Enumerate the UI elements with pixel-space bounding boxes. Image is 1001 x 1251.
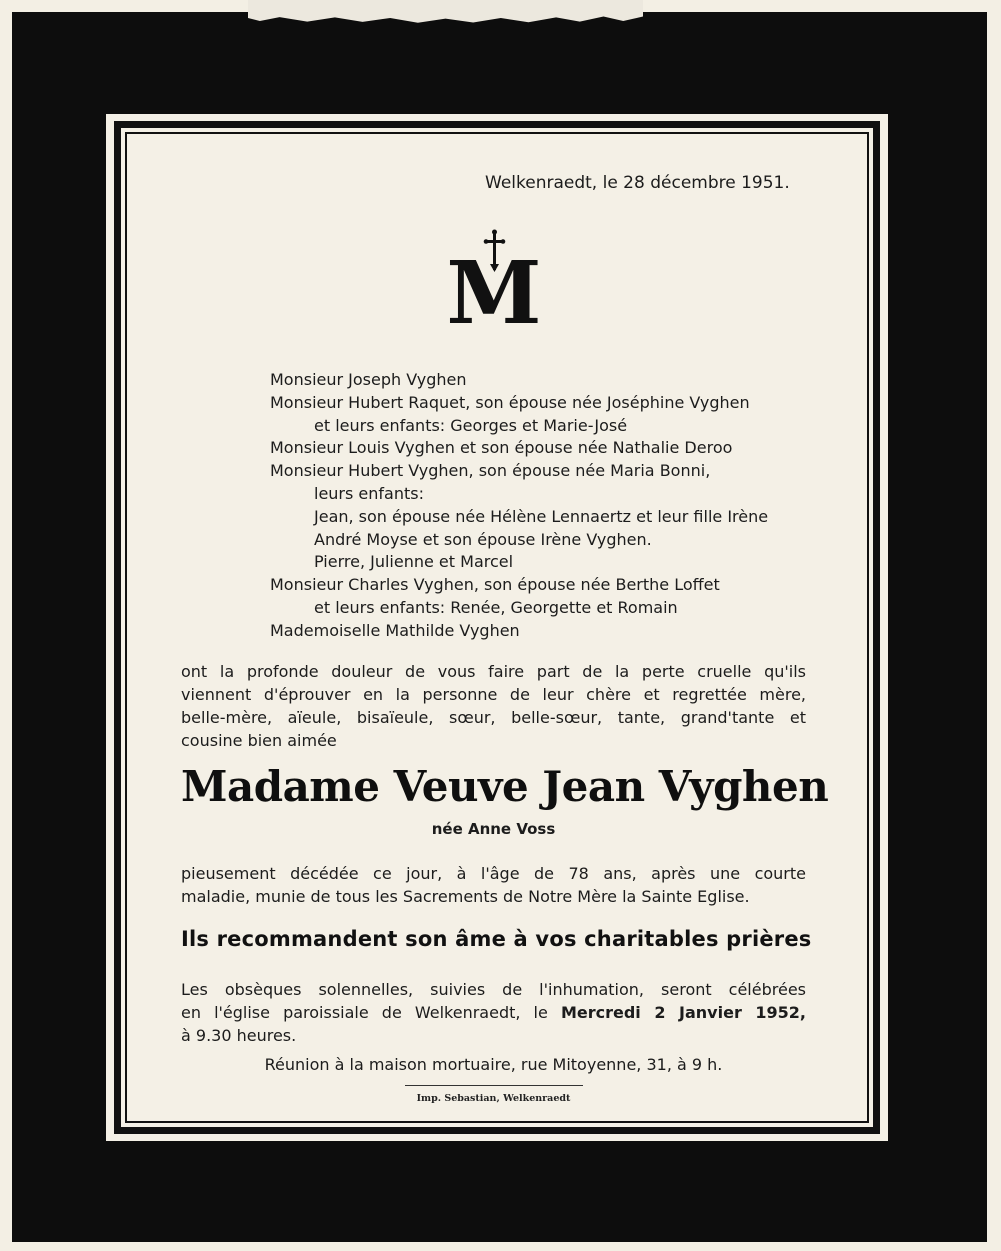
family-line: et leurs enfants: Renée, Georgette et Romain xyxy=(314,597,678,617)
reunion-line: Réunion à la maison mortuaire, rue Mitoyenne, 31, à 9 h. xyxy=(264,1055,723,1074)
cross-icon xyxy=(444,228,544,328)
monogram-letter: M xyxy=(446,243,542,328)
family-line: André Moyse et son épouse Irène Vyghen. xyxy=(314,529,652,549)
death-paragraph xyxy=(181,862,806,908)
funeral-line xyxy=(181,1001,806,1024)
funeral-line-text: en l'église paroissiale de Welkenraedt, le xyxy=(181,1003,548,1022)
funeral-line: Les obsèques solennelles, suivies de l'inhumation, seront célébrées xyxy=(181,980,806,999)
family-line: Monsieur Joseph Vyghen xyxy=(270,370,467,389)
funeral-date: Mercredi 2 Janvier 1952, xyxy=(560,1003,807,1022)
funeral-line: à 9.30 heures. xyxy=(181,1026,297,1045)
divider xyxy=(405,1085,583,1086)
family-line: Jean, son épouse née Hélène Lennaertz et leur fille Irène xyxy=(314,506,769,526)
family-line: Pierre, Julienne et Marcel xyxy=(314,552,514,572)
announcement-line: belle-mère, aïeule, bisaïeule, sœur, belle-sœur, tante, grand'tante et xyxy=(181,708,806,727)
funeral-paragraph xyxy=(181,978,806,1047)
deceased-name: Madame Veuve Jean Vyghen xyxy=(181,762,829,811)
announcement-line: cousine bien aimée xyxy=(181,731,337,750)
announcement-line: ont la profonde douleur de vous faire part de la perte cruelle qu'ils xyxy=(181,662,806,681)
prayer-request: Ils recommandent son âme à vos charitables prières xyxy=(181,927,812,951)
family-line: Monsieur Louis Vyghen et son épouse née Nathalie Deroo xyxy=(270,438,733,458)
family-line: leurs enfants: xyxy=(314,483,424,503)
family-line: et leurs enfants: Georges et Marie-José xyxy=(314,415,628,435)
announcement-line: viennent d'éprouver en la personne de leur chère et regrettée mère, xyxy=(181,685,806,704)
date-line: Welkenraedt, le 28 décembre 1951. xyxy=(485,173,790,193)
family-list xyxy=(270,369,830,643)
family-line: Monsieur Charles Vyghen, son épouse née Berthe Loffet xyxy=(270,575,720,595)
printer-credit: Imp. Sebastian, Welkenraedt xyxy=(416,1093,571,1104)
death-line: pieusement décédée ce jour, à l'âge de 78 ans, après une courte xyxy=(181,864,806,883)
announcement-paragraph xyxy=(181,660,806,752)
family-line: Mademoiselle Mathilde Vyghen xyxy=(270,620,520,640)
family-line: Monsieur Hubert Vyghen, son épouse née Maria Bonni, xyxy=(270,461,711,481)
maiden-name: née Anne Voss xyxy=(431,820,556,838)
death-line: maladie, munie de tous les Sacrements de Notre Mère la Sainte Eglise. xyxy=(181,887,750,906)
family-line: Monsieur Hubert Raquet, son épouse née Joséphine Vyghen xyxy=(270,392,750,412)
